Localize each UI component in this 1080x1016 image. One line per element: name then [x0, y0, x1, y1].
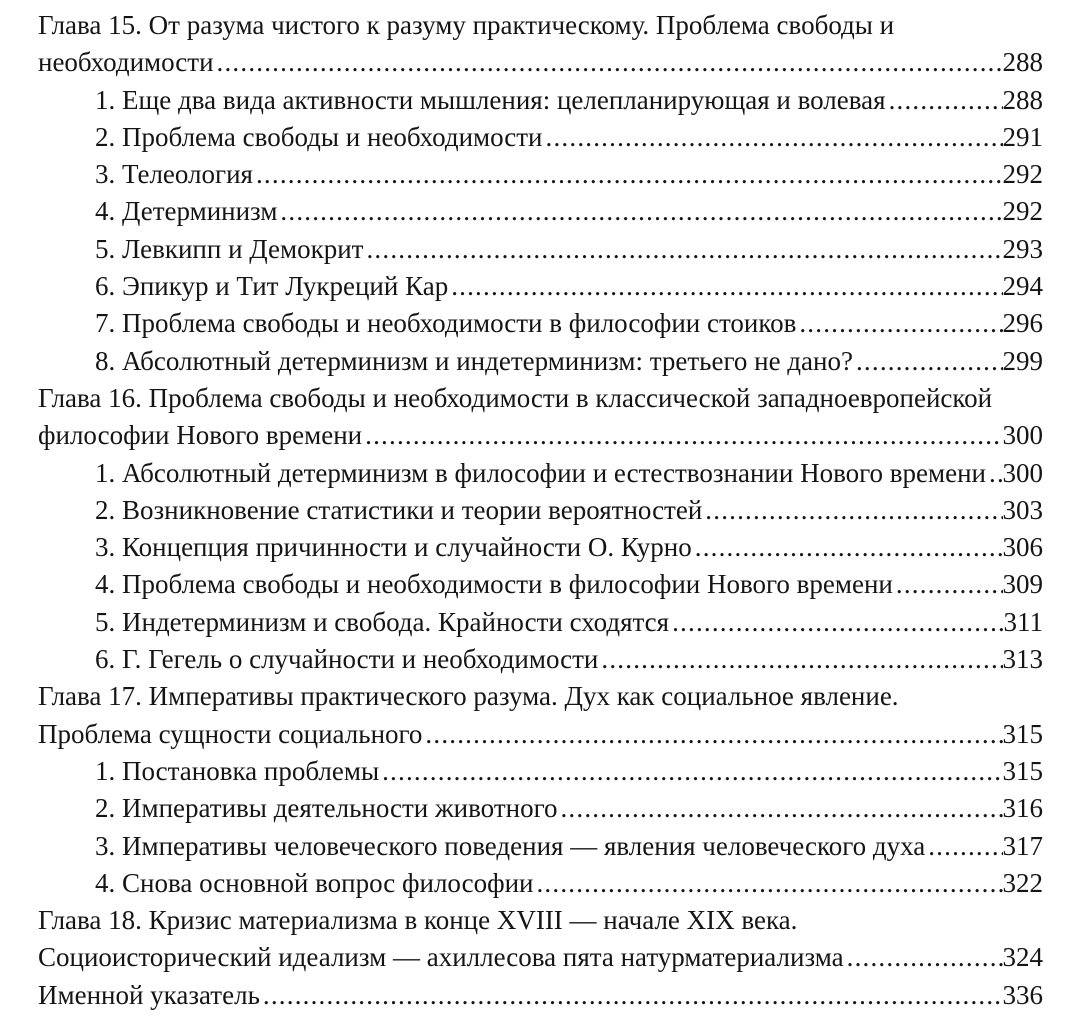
- page-number: 292: [1002, 196, 1043, 227]
- dot-leader: [451, 268, 1002, 305]
- toc-row: [38, 82, 1043, 119]
- toc-row: [38, 790, 1043, 827]
- toc-row: [38, 939, 1043, 976]
- page-number: 300: [1002, 420, 1043, 451]
- toc-entry-text: 1. Постановка проблемы: [95, 755, 380, 786]
- dot-leader: [856, 343, 1003, 380]
- toc-entry-text: необходимости: [38, 47, 214, 78]
- page-number: 291: [1002, 121, 1043, 152]
- page-number: 300: [1002, 457, 1043, 488]
- toc-entry-text: Глава 16. Проблема свободы и необходимости в классической западноевропейской: [38, 382, 993, 413]
- page-number: 299: [1002, 345, 1043, 376]
- toc-row: [38, 604, 1043, 641]
- toc-row-chapter-wrap: [38, 902, 1043, 939]
- dot-leader: [896, 566, 1003, 603]
- dot-leader: [695, 529, 1003, 566]
- dot-leader: [546, 119, 1003, 156]
- toc-entry-text: Глава 18. Кризис материализма в конце XVIII — начале XIX века.: [38, 905, 798, 936]
- toc-row: [38, 865, 1043, 902]
- toc-entry-text: 6. Г. Гегель о случайности и необходимости: [95, 644, 599, 675]
- dot-leader: [263, 977, 1003, 1014]
- dot-leader: [560, 790, 1002, 827]
- toc-entry-text: 2. Проблема свободы и необходимости: [95, 121, 543, 152]
- toc-entry-text: 2. Императивы деятельности животного: [95, 793, 558, 824]
- toc-row: [38, 753, 1043, 790]
- page-number: 315: [1002, 755, 1043, 786]
- dot-leader: [366, 231, 1002, 268]
- dot-leader: [425, 716, 1002, 753]
- toc-row: [38, 529, 1043, 566]
- page-number: 315: [1002, 718, 1043, 749]
- toc-entry-text: 6. Эпикур и Тит Лукреций Кар: [95, 271, 449, 302]
- toc-entry-text: философии Нового времени: [38, 420, 363, 451]
- toc-entry-text: 5. Индетерминизм и свобода. Крайности сходятся: [95, 606, 670, 637]
- toc-entry-text: 4. Проблема свободы и необходимости в философии Нового времени: [95, 569, 893, 600]
- page-number: 296: [1002, 308, 1043, 339]
- page-number: 309: [1002, 569, 1043, 600]
- toc-entry-text: 7. Проблема свободы и необходимости в философии стоиков: [95, 308, 797, 339]
- toc-row: [38, 119, 1043, 156]
- dot-leader: [601, 641, 1002, 678]
- toc-entry-text: Глава 17. Императивы практического разума. Дух как социальное явление.: [38, 681, 899, 712]
- toc-row: [38, 566, 1043, 603]
- toc-row: [38, 641, 1043, 678]
- toc-entry-text: 1. Еще два вида активности мышления: целепланирующая и волевая: [95, 84, 886, 115]
- dot-leader: [536, 865, 1002, 902]
- dot-leader: [847, 939, 1003, 976]
- dot-leader: [799, 305, 1002, 342]
- toc-row-chapter-wrap: [38, 678, 1043, 715]
- toc-row: [38, 305, 1043, 342]
- toc-row: [38, 828, 1043, 865]
- page-number: 313: [1002, 644, 1043, 675]
- toc-entry-text: Социоисторический идеализм — ахиллесова пята натурматериализма: [38, 942, 844, 973]
- toc-entry-text: Именной указатель: [38, 979, 260, 1010]
- page-number: 317: [1002, 830, 1043, 861]
- dot-leader: [928, 828, 1002, 865]
- toc-row: [38, 716, 1043, 753]
- dot-leader: [280, 193, 1002, 230]
- toc-row-chapter-wrap: [38, 380, 1043, 417]
- page-number: 311: [1003, 606, 1043, 637]
- page-number: 293: [1002, 233, 1043, 264]
- page-number: 294: [1002, 271, 1043, 302]
- toc-entry-text: 3. Императивы человеческого поведения — явления человеческого духа: [95, 830, 926, 861]
- toc-entry-text: 4. Снова основной вопрос философии: [95, 867, 534, 898]
- dot-leader: [256, 156, 1003, 193]
- toc-row: [38, 231, 1043, 268]
- dot-leader: [989, 455, 1003, 492]
- page-number: 303: [1002, 494, 1043, 525]
- toc-row: [38, 492, 1043, 529]
- toc-entry-text: 3. Телеология: [95, 159, 253, 190]
- toc-entry-text: 1. Абсолютный детерминизм в философии и естествознании Нового времени: [95, 457, 986, 488]
- dot-leader: [217, 44, 1003, 81]
- page-number: 306: [1002, 532, 1043, 563]
- toc-row: [38, 455, 1043, 492]
- dot-leader: [382, 753, 1002, 790]
- dot-leader: [889, 82, 1003, 119]
- dot-leader: [705, 492, 1002, 529]
- toc-entry-text: 2. Возникновение статистики и теории вероятностей: [95, 494, 703, 525]
- toc-entry-text: 3. Концепция причинности и случайности О. Курно: [95, 532, 692, 563]
- toc-row: [38, 193, 1043, 230]
- toc-entry-text: Проблема сущности социального: [38, 718, 423, 749]
- toc-entry-text: Глава 15. От разума чистого к разуму практическому. Проблема свободы и: [38, 10, 895, 40]
- toc-row: [38, 156, 1043, 193]
- toc-entry-text: 8. Абсолютный детерминизм и индетерминизм: третьего не дано?: [95, 345, 853, 376]
- toc-entry-text: 4. Детерминизм: [95, 196, 278, 227]
- toc-row: [38, 268, 1043, 305]
- toc-row: [38, 977, 1043, 1014]
- page-number: 288: [1002, 84, 1043, 115]
- page-number: 336: [1002, 979, 1043, 1010]
- toc-row: [38, 343, 1043, 380]
- page-number: 322: [1002, 867, 1043, 898]
- page-number: 324: [1002, 942, 1043, 973]
- dot-leader: [672, 604, 1003, 641]
- dot-leader: [365, 417, 1002, 454]
- toc-entry-text: 5. Левкипп и Демокрит: [95, 233, 364, 264]
- page-number: 292: [1002, 159, 1043, 190]
- toc-row: [38, 44, 1043, 81]
- page-number: 316: [1002, 793, 1043, 824]
- page-number: 288: [1002, 47, 1043, 78]
- toc-row: [38, 417, 1043, 454]
- toc-row-chapter-wrap: [38, 7, 1043, 44]
